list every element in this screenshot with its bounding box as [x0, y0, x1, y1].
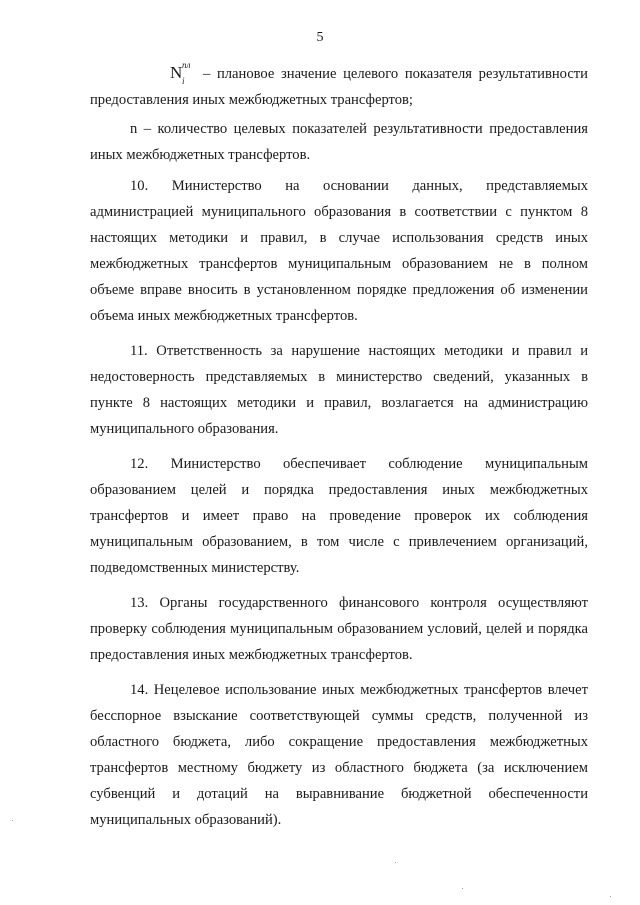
- scan-speck: [12, 820, 13, 821]
- paragraph-11: 11. Ответственность за нарушение настоящих методики и правил и недостоверность представляемых в министерство сведений, указанных в пункте 8 настоящих методики и правил, возлагается на администрацию муниципального образования.: [90, 343, 588, 437]
- page-number: 5: [316, 30, 324, 45]
- symbol-superscript: пл: [182, 60, 191, 70]
- formula-symbol: [130, 60, 192, 86]
- main-text: [90, 173, 588, 833]
- n-definition: n – количество целевых показателей результативности предоставления иных межбюджетных трансфертов.: [90, 121, 588, 163]
- formula-legend: [90, 60, 588, 168]
- symbol-definition-text: – плановое значение целевого показателя результативности предоставления иных межбюджетных трансфертов;: [90, 66, 588, 108]
- scan-speck: [395, 862, 396, 863]
- symbol-definition: [90, 60, 588, 113]
- scan-speck: [462, 888, 463, 889]
- symbol-subscript: i: [182, 76, 185, 86]
- paragraph-13: 13. Органы государственного финансового контроля осуществляют проверку соблюдения муниципальным образованием условий, целей и порядка предоставления иных межбюджетных трансфертов.: [90, 595, 588, 663]
- paragraph-10: 10. Министерство на основании данных, представляемых администрацией муниципального образования в соответствии с пунктом 8 настоящих методики и правил, в случае использования средств иных межбюджетных трансфертов муниципальным образованием не в полном объеме вправе вносить в установленном порядке предложения об изменении объема иных межбюджетных трансфертов.: [90, 178, 588, 324]
- symbol-base: N: [170, 63, 183, 82]
- scan-speck: [610, 896, 611, 897]
- paragraph-14: 14. Нецелевое использование иных межбюджетных трансфертов влечет бесспорное взыскание соответствующей суммы средств, полученной из областного бюджета, либо сокращение предоставления межбюджетных трансфертов местному бюджету из областного бюджета (за исключением субвенций и дотаций на выравнивание бюджетной обеспеченности муниципальных образований).: [90, 682, 588, 828]
- paragraph-12: 12. Министерство обеспечивает соблюдение муниципальным образованием целей и порядка предоставления иных межбюджетных трансфертов и имеет право на проведение проверок их соблюдения муниципальным образованием, в том числе с привлечением организаций, подведомственных министерству.: [90, 456, 588, 576]
